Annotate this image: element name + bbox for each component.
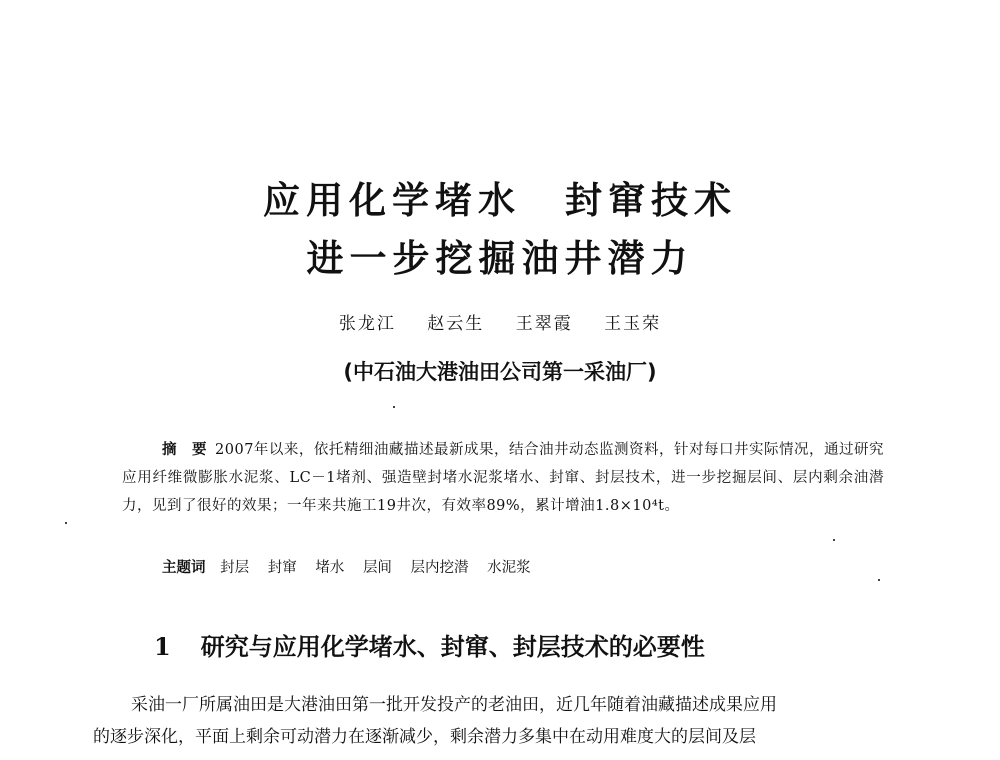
paper-title-line-1 [0, 178, 1000, 222]
title-part-a: 应用化学堵水 [263, 178, 521, 222]
scan-speck [878, 579, 880, 581]
abstract-text: 2007年以来，依托精细油藏描述最新成果，结合油井动态监测资料，针对每口井实际情况，通过研究应用纤维微膨胀水泥浆、LC－1堵剂、强造壁封堵水泥浆堵水、封窜、封层技术，进一步挖掘层间、层内剩余油潜力，见到了很好的效果；一年来共施工19井次，有效率89%，累计增油1.8×10⁴t。 [122, 442, 885, 514]
keyword-1: 封层 [220, 560, 250, 576]
body-line-1: 采油一厂所属油田是大港油田第一批开发投产的老油田，近几年随着油藏描述成果应用 [131, 695, 777, 715]
scan-speck [833, 539, 835, 541]
affiliation: (中石油大港油田公司第一采油厂) [343, 360, 657, 384]
author-1: 张龙江 [338, 314, 396, 334]
author-2: 赵云生 [427, 314, 485, 334]
keyword-2: 封窜 [267, 560, 297, 576]
keyword-3: 堵水 [315, 560, 345, 576]
author-list [0, 309, 1000, 334]
section-heading [154, 627, 705, 662]
scan-speck [393, 406, 395, 408]
author-4: 王玉荣 [604, 314, 662, 334]
keywords-label: 主题词 [162, 559, 206, 576]
title-part-b: 封窜技术 [565, 178, 737, 222]
keyword-6: 水泥浆 [487, 560, 531, 576]
author-3: 王翠霞 [515, 314, 573, 334]
abstract [122, 436, 884, 520]
abstract-label: 摘 要 [162, 441, 208, 458]
body-paragraph [93, 689, 911, 753]
section-number: 1 [154, 632, 171, 661]
body-line-2: 的逐步深化，平面上剩余可动潜力在逐渐减少，剩余潜力多集中在动用难度大的层间及层 [93, 727, 756, 747]
section-title: 研究与应用化学堵水、封窜、封层技术的必要性 [200, 632, 705, 661]
keywords [162, 556, 545, 577]
keyword-5: 层内挖潜 [410, 560, 469, 576]
paper-title-line-2: 进一步挖掘油井潜力 [306, 236, 694, 280]
scan-speck [65, 522, 67, 524]
keyword-4: 层间 [362, 560, 392, 576]
